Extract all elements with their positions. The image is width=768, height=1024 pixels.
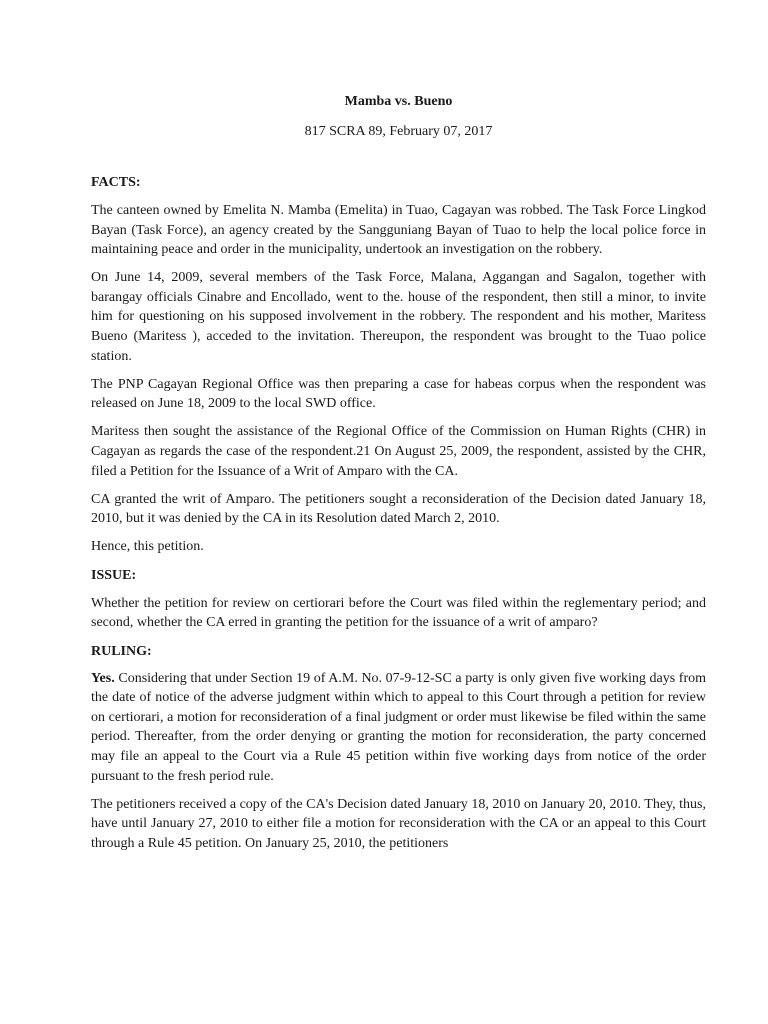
facts-paragraph: Hence, this petition. — [91, 539, 204, 555]
ruling-paragraph — [91, 669, 706, 787]
ruling-answer: Yes. — [91, 670, 115, 686]
facts-paragraph: On June 14, 2009, several members of the Task Force, Malana, Aggangan and Sagalon, together with barangay officials Cinabre and Encollado, went to the. house of the respondent, then still a minor, to invite him for questioning on his supposed involvement in the robbery. The respondent and his mother, Maritess Bueno (Maritess ), acceded to the invitation. Thereupon, the respondent was brought to the Tuao police station. — [91, 270, 706, 364]
ruling-heading: RULING: — [91, 643, 152, 659]
issue-paragraph: Whether the petition for review on certiorari before the Court was filed within the reglementary period; and second, whether the CA erred in granting the petition for the issuance of a writ of amparo? — [91, 595, 706, 631]
facts-paragraph: CA granted the writ of Amparo. The petitioners sought a reconsideration of the Decision dated January 18, 2010, but it was denied by the CA in its Resolution dated March 2, 2010. — [91, 491, 706, 527]
facts-paragraph: Maritess then sought the assistance of the Regional Office of the Commission on Human Rights (CHR) in Cagayan as regards the case of the respondent.21 On August 25, 2009, the respondent, assisted by the CHR, filed a Petition for the Issuance of a Writ of Amparo with the CA. — [91, 424, 706, 479]
issue-heading: ISSUE: — [91, 567, 137, 583]
ruling-text: Considering that under Section 19 of A.M. No. 07-9-12-SC a party is only given five working days from the date of notice of the adverse judgment within which to appeal to this Court through a petition for review on certiorari, a motion for reconsideration of a final judgment or order must likewise be filed within the same period. Thereafter, from the order denying or granting the motion for reconsideration, the party concerned may file an appeal to the Court via a Rule 45 petition within five working days from notice of the order pursuant to the fresh period rule. — [91, 670, 706, 784]
ruling-paragraph: The petitioners received a copy of the CA's Decision dated January 18, 2010 on January 20, 2010. They, thus, have until January 27, 2010 to either file a motion for reconsideration with the CA or an appeal to this Court through a Rule 45 petition. On January 25, 2010, the petitioners — [91, 796, 706, 851]
facts-paragraph: The PNP Cagayan Regional Office was then preparing a case for habeas corpus when the respondent was released on June 18, 2009 to the local SWD office. — [91, 376, 706, 412]
case-citation: 817 SCRA 89, February 07, 2017 — [304, 124, 493, 139]
case-title: Mamba vs. Bueno — [344, 94, 453, 109]
facts-heading: FACTS: — [91, 175, 141, 190]
facts-paragraph: The canteen owned by Emelita N. Mamba (Emelita) in Tuao, Cagayan was robbed. The Task Force Lingkod Bayan (Task Force), an agency created by the Sangguniang Bayan of Tuao to help the local police force in maintaining peace and order in the municipality, undertook an investigation on the robbery. — [91, 203, 706, 258]
